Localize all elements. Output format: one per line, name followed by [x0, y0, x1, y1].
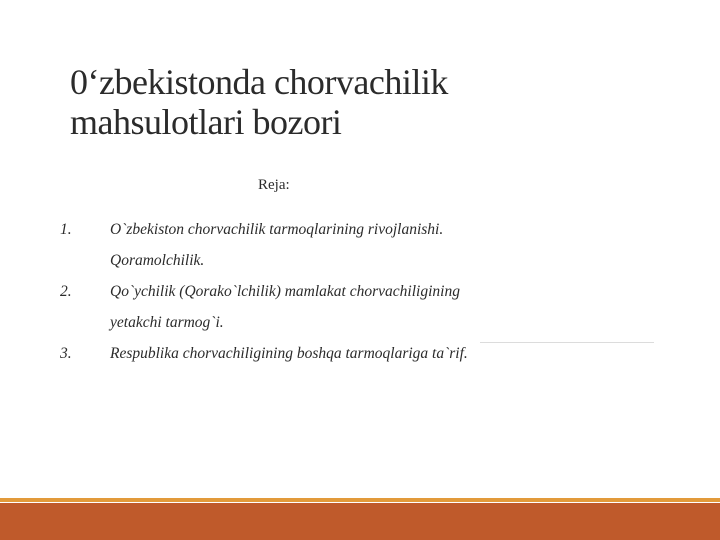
plan-item-number: 1.: [60, 221, 72, 238]
divider-line: [480, 342, 654, 343]
plan-item-2: [60, 276, 490, 338]
slide-title: 0‘zbekistonda chorvachilik mahsulotlari bozori: [70, 62, 448, 142]
plan-item-text: Respublika chorvachiligining boshqa tarmoqlariga ta`rif.: [110, 345, 468, 362]
plan-item-1: [60, 214, 490, 276]
plan-item-number: 3.: [60, 345, 72, 362]
plan-item-number: 2.: [60, 283, 72, 300]
plan-item-3: [60, 338, 490, 369]
plan-item-text: O`zbekiston chorvachilik tarmoqlarining rivojlanishi. Qoramolchilik.: [110, 221, 444, 269]
plan-heading: Reja:: [258, 177, 290, 193]
plan-item-text: Qo`ychilik (Qorako`lchilik) mamlakat chorvachiligining yetakchi tarmog`i.: [110, 283, 460, 331]
footer-accent-stripe: [0, 498, 720, 502]
footer-band: [0, 503, 720, 540]
plan-list: [60, 214, 490, 369]
